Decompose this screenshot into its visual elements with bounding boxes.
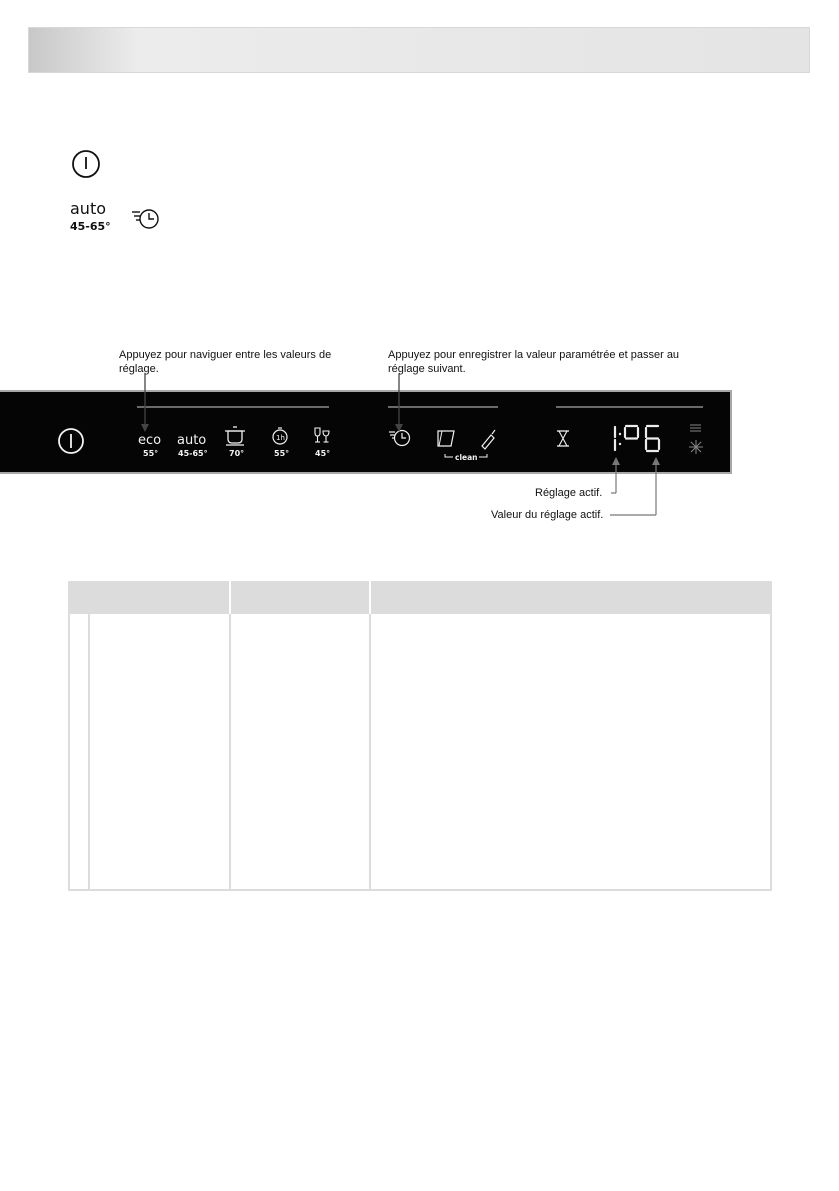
arrow-save xyxy=(395,424,403,432)
callout-save: Appuyez pour enregistrer la valeur paramétrée et passer au réglage suivant. xyxy=(388,349,680,375)
program-glass-temp: 45° xyxy=(315,449,331,458)
program-eco-temp: 55° xyxy=(143,449,159,458)
table-col-sep-0 xyxy=(88,614,90,891)
callout-navigate: Appuyez pour naviguer entre les valeurs de réglage. xyxy=(119,349,332,375)
section-header-bar xyxy=(28,27,810,73)
svg-text:1h: 1h xyxy=(276,434,285,442)
auto-temp-label: 45-65° xyxy=(70,220,111,233)
delay-start-icon xyxy=(131,206,161,230)
program-auto-temp: 45-65° xyxy=(178,449,208,458)
active-value-label: Valeur du réglage actif. xyxy=(491,509,604,521)
table-header xyxy=(68,581,772,614)
clean-label: clean xyxy=(455,453,478,462)
program-intensive-temp: 70° xyxy=(229,449,245,458)
table-body xyxy=(68,614,772,891)
program-auto-label: auto xyxy=(177,433,207,448)
table-header-divider-1 xyxy=(229,581,231,614)
table-header-divider-2 xyxy=(369,581,371,614)
table-col-sep-1 xyxy=(229,614,231,891)
power-icon xyxy=(70,148,102,180)
table-col-sep-2 xyxy=(369,614,371,891)
auto-label: auto xyxy=(70,199,107,218)
arrow-navigate xyxy=(141,424,149,432)
program-eco-label: eco xyxy=(138,433,162,448)
callout-arrows xyxy=(0,370,732,450)
program-1h-temp: 55° xyxy=(274,449,290,458)
active-setting-label: Réglage actif. xyxy=(535,487,603,499)
